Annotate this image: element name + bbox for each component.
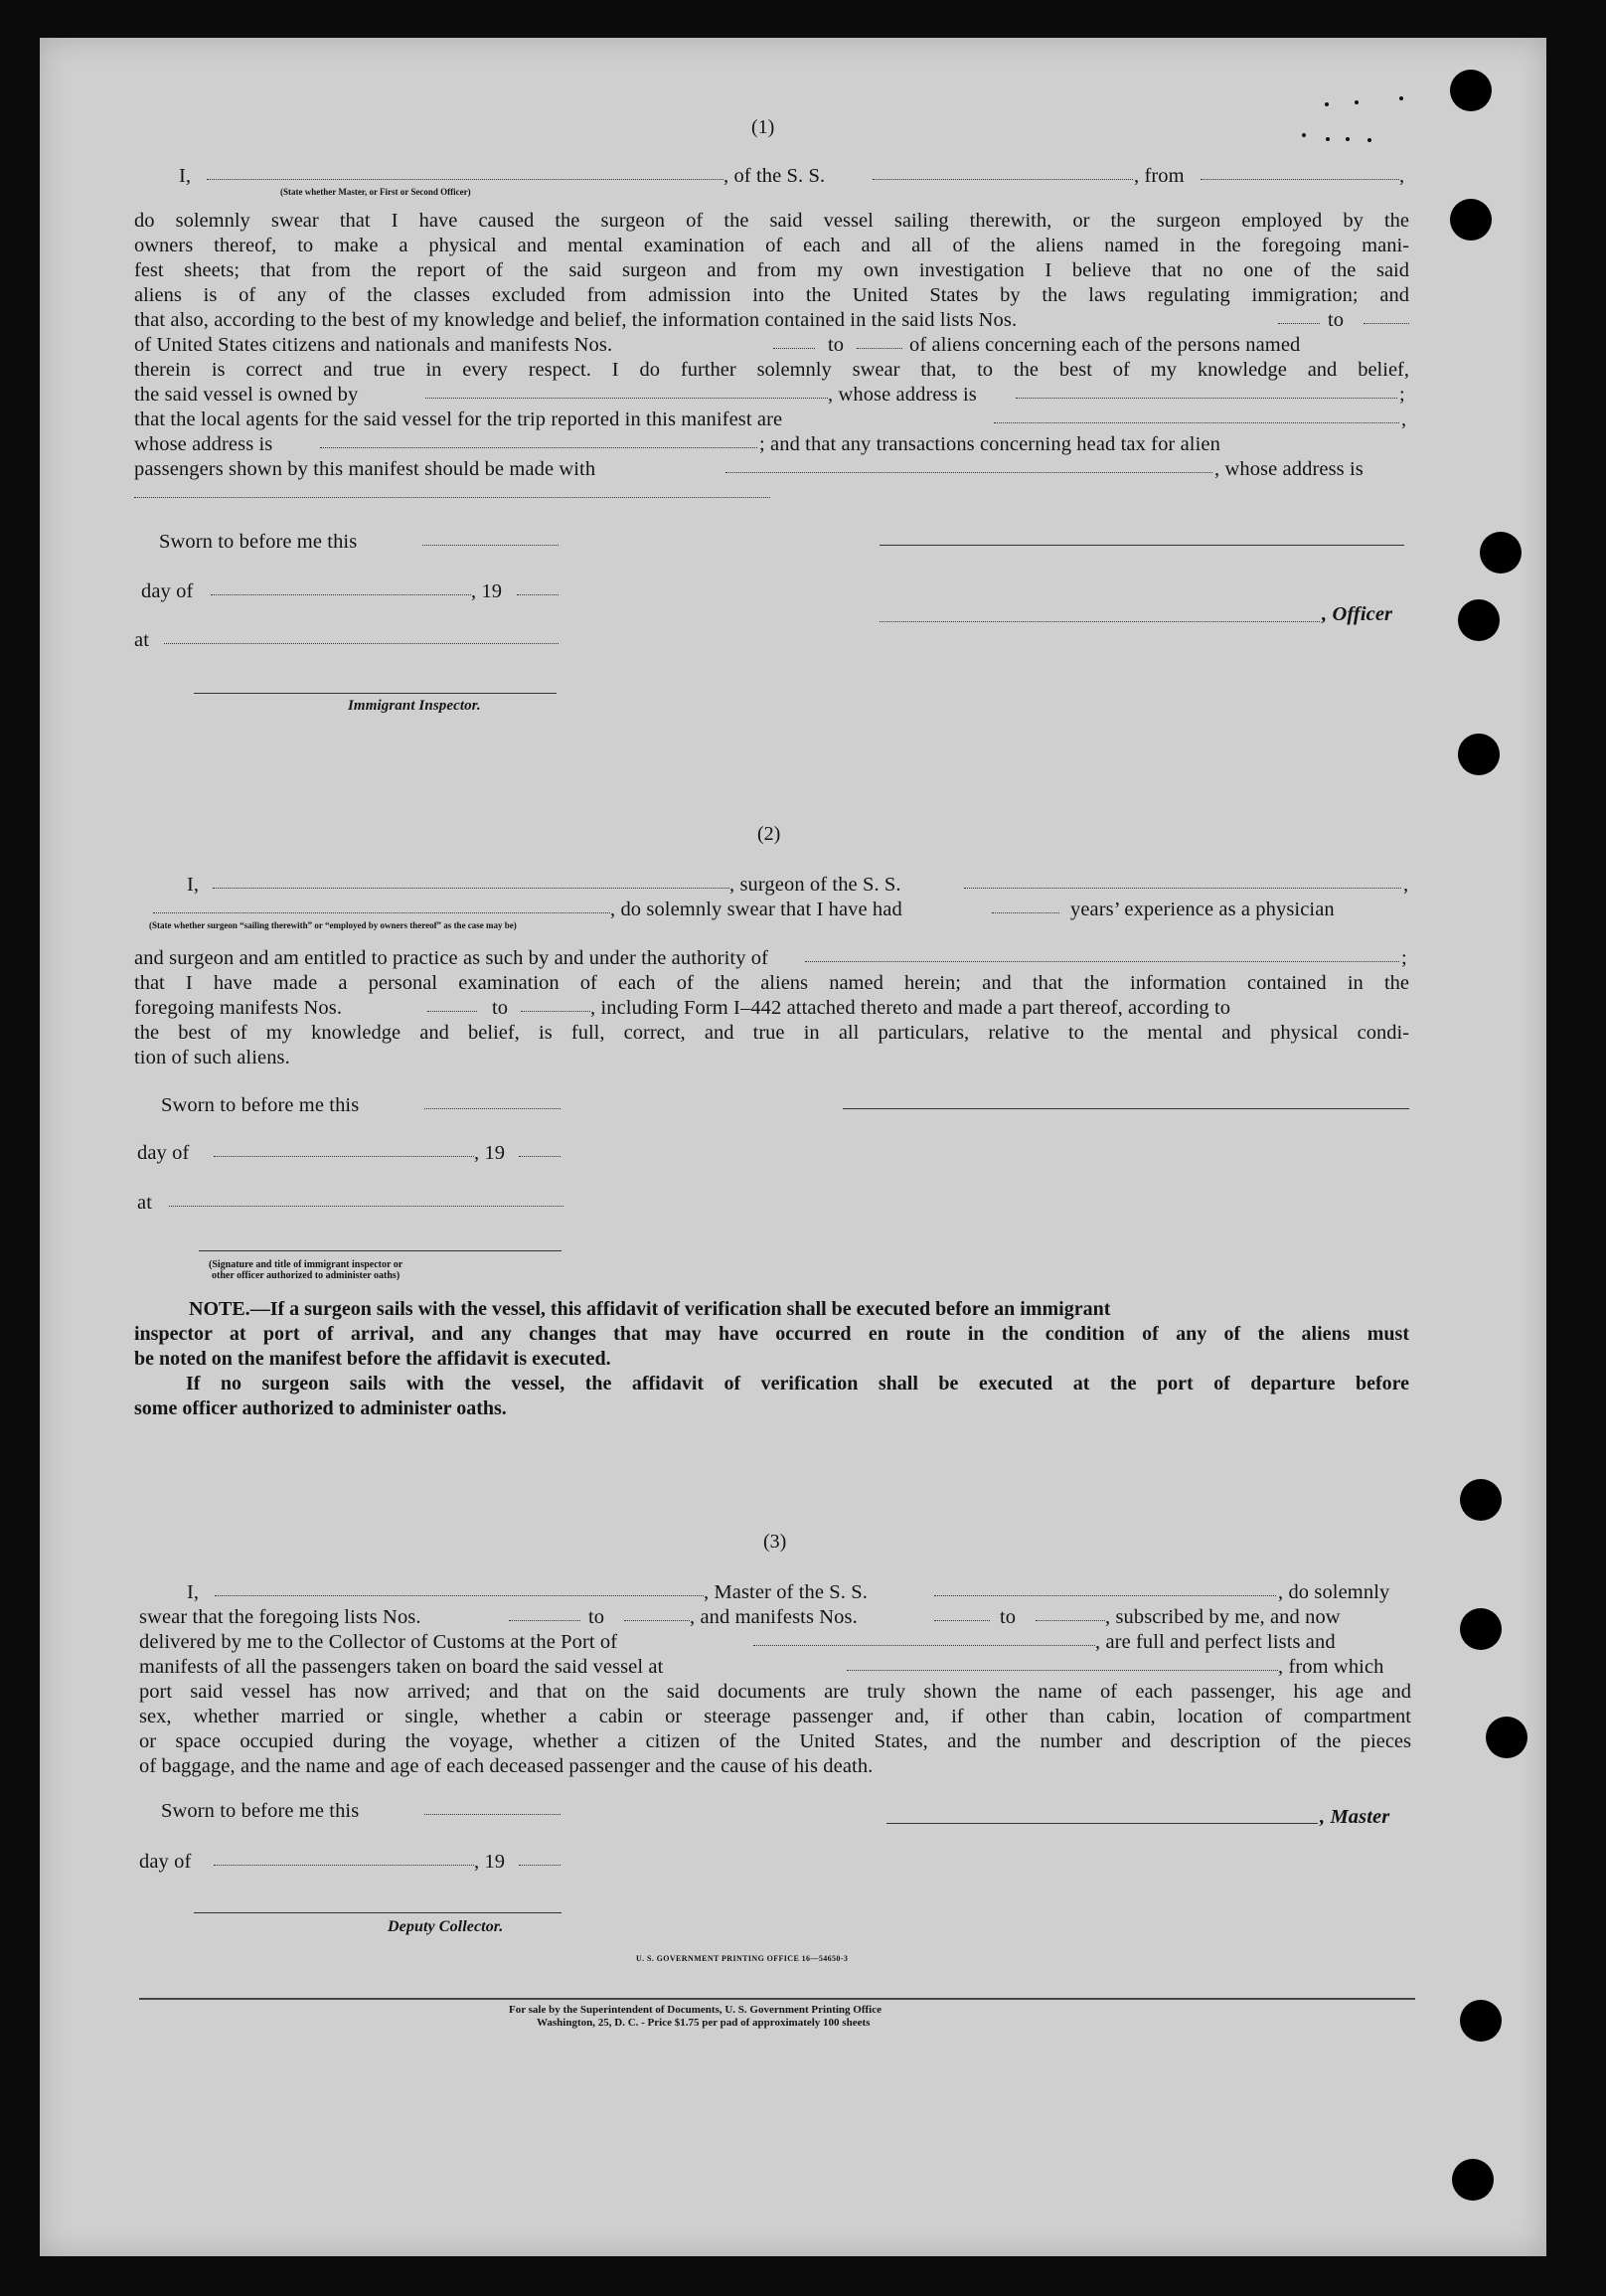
surgeon-name-field[interactable]	[213, 888, 729, 889]
s3-manifests-label: , and manifests Nos.	[690, 1606, 858, 1628]
s2-year-label: , 19	[474, 1142, 506, 1164]
speck	[1325, 102, 1329, 106]
section-3-heading: (3)	[763, 1531, 787, 1553]
s2-signature-caption-line-1: (Signature and title of immigrant inspector or	[209, 1259, 403, 1270]
note-line-1	[134, 1299, 1409, 1319]
s3-boarded-label: manifests of all the passengers taken on board the said vessel at	[139, 1656, 664, 1678]
s1-year-label: , 19	[471, 580, 503, 602]
arrival-port-field[interactable]	[753, 1645, 1095, 1646]
s2-i-label: I,	[187, 874, 200, 896]
s3-manifests-from-field[interactable]	[934, 1620, 990, 1621]
s3-year-label: , 19	[474, 1851, 506, 1873]
s2-inspector-signature-line[interactable]	[199, 1250, 562, 1251]
sale-notice-line-1: For sale by the Superintendent of Documents, U. S. Government Printing Office	[509, 2004, 882, 2016]
s1-sworn-day-field[interactable]	[422, 545, 559, 546]
s1-manifests-from-field[interactable]	[773, 348, 815, 349]
punch-hole	[1460, 1479, 1502, 1521]
punch-hole	[1486, 1717, 1527, 1758]
s1-at-place-field[interactable]	[164, 643, 559, 644]
punch-hole	[1460, 2000, 1502, 2042]
s1-officer-subcaption: (State whether Master, or First or Second Officer)	[280, 187, 471, 197]
s1-semicolon: ;	[1399, 384, 1405, 406]
s3-para-line-6: sex, whether married or single, whether a cabin or steerage passenger and, if other than cabin, location of compartment	[139, 1706, 1411, 1727]
s1-para-line-6b: of aliens concerning each of the persons named	[909, 334, 1301, 356]
deputy-collector-caption: Deputy Collector.	[388, 1918, 504, 1935]
s2-years-exp-text: years’ experience as a physician	[1070, 899, 1335, 920]
s3-manifests-to-field[interactable]	[1036, 1620, 1105, 1621]
owner-address-field[interactable]	[1016, 398, 1397, 399]
s1-year-field[interactable]	[517, 594, 559, 595]
s3-vessel-name-field[interactable]	[934, 1595, 1276, 1596]
s2-at-label: at	[137, 1192, 152, 1214]
practice-authority-field[interactable]	[805, 961, 1399, 962]
s1-month-field[interactable]	[211, 594, 471, 595]
s1-para-line-6: of United States citizens and nationals and manifests Nos.	[134, 334, 613, 356]
s2-manifests-label: foregoing manifests Nos.	[134, 997, 343, 1019]
officer-caption: , Officer	[1322, 603, 1393, 625]
s1-at-label: at	[134, 629, 149, 651]
s2-manifests-from-field[interactable]	[427, 1011, 477, 1012]
s2-authority-label: and surgeon and am entitled to practice as such by and under the authority of	[134, 947, 769, 969]
master-name-field[interactable]	[215, 1595, 704, 1596]
s1-sworn-label: Sworn to before me this	[159, 531, 358, 553]
s2-at-place-field[interactable]	[169, 1206, 563, 1207]
s2-to: to	[492, 997, 509, 1019]
speck	[1346, 137, 1350, 141]
deputy-collector-signature-line[interactable]	[194, 1912, 562, 1913]
s2-comma: ,	[1403, 874, 1409, 896]
immigrant-inspector-caption: Immigrant Inspector.	[348, 698, 481, 714]
s1-contact-address-label: , whose address is	[1214, 458, 1364, 480]
s3-day-of-label: day of	[139, 1851, 192, 1873]
agents-address-field[interactable]	[320, 447, 757, 448]
s2-manifests-to-field[interactable]	[521, 1011, 590, 1012]
inspector-signature-line[interactable]	[194, 693, 557, 694]
s1-head-tax-contact-label: passengers shown by this manifest should be made with	[134, 458, 596, 480]
speck	[1302, 133, 1306, 137]
s3-swear-label: , do solemnly	[1278, 1581, 1390, 1603]
punch-hole	[1458, 734, 1500, 775]
speck	[1399, 96, 1403, 100]
s2-swear-text: , do solemnly swear that I have had	[610, 899, 902, 920]
s1-from-label: , from	[1134, 165, 1185, 187]
s3-master-of-label: , Master of the S. S.	[704, 1581, 868, 1603]
s1-agents-address-label: whose address is	[134, 433, 273, 455]
officer-signature-field[interactable]	[880, 621, 1320, 622]
officer-name-field[interactable]	[207, 179, 723, 180]
s1-para-line-2: owners thereof, to make a physical and mental examination of each and all of the aliens named in the foregoing mani-	[134, 235, 1409, 256]
s3-lists-from-field[interactable]	[509, 1620, 580, 1621]
s1-to-1: to	[1328, 309, 1345, 331]
note-line-5: some officer authorized to administer oaths.	[134, 1397, 507, 1419]
s1-owned-by-label: the said vessel is owned by	[134, 384, 359, 406]
s1-to-2: to	[828, 334, 845, 356]
note-label: NOTE.	[189, 1298, 250, 1320]
s3-to-2: to	[1000, 1606, 1017, 1628]
punch-hole	[1450, 70, 1492, 111]
s1-head-tax-text: ; and that any transactions concerning head tax for alien	[759, 433, 1220, 455]
vessel-owner-field[interactable]	[425, 398, 828, 399]
punch-hole	[1450, 199, 1492, 241]
s1-comma-2: ,	[1401, 409, 1407, 430]
s1-from-port-field[interactable]	[1201, 179, 1399, 180]
s3-lists-to-field[interactable]	[624, 1620, 690, 1621]
s3-to-1: to	[588, 1606, 605, 1628]
s2-para-line-2: that I have made a personal examination of each of the aliens named herein; and that the information contained in the	[134, 972, 1409, 994]
section-1-heading: (1)	[751, 116, 775, 138]
s3-month-field[interactable]	[214, 1865, 474, 1866]
s2-month-field[interactable]	[214, 1156, 474, 1157]
note-line-4: If no surgeon sails with the vessel, the affidavit of verification shall be executed at the port of departure before	[186, 1373, 1409, 1394]
s2-surgeon-of-label: , surgeon of the S. S.	[729, 874, 901, 896]
s1-para-line-1: do solemnly swear that I have caused the surgeon of the said vessel sailing therewith, or the surgeon employed by the	[134, 210, 1409, 232]
sale-notice-line-2: Washington, 25, D. C. - Price $1.75 per pad of approximately 100 sheets	[537, 2017, 871, 2029]
s3-para-line-5: port said vessel has now arrived; and that on the said documents are truly shown the name of each passenger, his age and	[139, 1681, 1411, 1703]
s3-sworn-label: Sworn to before me this	[161, 1800, 360, 1822]
s3-para-line-7: or space occupied during the voyage, whether a citizen of the United States, and the number and description of the pieces	[139, 1730, 1411, 1752]
s3-para-line-8: of baggage, and the name and age of each deceased passenger and the cause of his death.	[139, 1755, 874, 1777]
speck	[1367, 138, 1371, 142]
boarding-port-field[interactable]	[847, 1670, 1278, 1671]
s2-day-of-label: day of	[137, 1142, 190, 1164]
s2-signature-caption-line-2: other officer authorized to administer oaths)	[212, 1270, 401, 1281]
surgeon-status-field[interactable]	[153, 912, 610, 913]
s3-year-field[interactable]	[519, 1865, 561, 1866]
s2-form-text: , including Form I–442 attached thereto and made a part thereof, according to	[590, 997, 1231, 1019]
footer-rule	[139, 1998, 1415, 2000]
master-signature-line[interactable]	[886, 1823, 1318, 1824]
punch-hole	[1480, 532, 1522, 574]
local-agents-field[interactable]	[994, 422, 1399, 423]
s1-para-line-5: that also, according to the best of my knowledge and belief, the information contained in the said lists Nos.	[134, 309, 1018, 331]
speck	[1326, 137, 1330, 141]
s1-manifests-to-field[interactable]	[857, 348, 902, 349]
s1-para-line-4: aliens is of any of the classes excluded from admission into the United States by the laws regulating immigration; and	[134, 284, 1409, 306]
section-2-heading: (2)	[757, 823, 781, 845]
s2-year-field[interactable]	[519, 1156, 561, 1157]
s1-lists-from-field[interactable]	[1278, 323, 1320, 324]
s3-from-which-label: , from which	[1278, 1656, 1384, 1678]
s3-port-label: delivered by me to the Collector of Customs at the Port of	[139, 1631, 618, 1653]
note-line-1-text: —If a surgeon sails with the vessel, this affidavit of verification shall be executed before an immigrant	[249, 1298, 1111, 1320]
s2-sworn-day-field[interactable]	[424, 1108, 561, 1109]
punch-hole	[1458, 599, 1500, 641]
s1-of-ss-label: , of the S. S.	[723, 165, 826, 187]
years-experience-field[interactable]	[992, 912, 1059, 913]
s1-para-line-7: therein is correct and true in every respect. I do further solemnly swear that, to the best of my knowledge and belief,	[134, 359, 1409, 381]
s1-vessel-name-field[interactable]	[873, 179, 1133, 180]
s1-owner-address-label: , whose address is	[828, 384, 977, 406]
s2-para-line-4: the best of my knowledge and belief, is full, correct, and true in all particulars, relative to the mental and physical condi-	[134, 1022, 1409, 1044]
s3-subscribed-label: , subscribed by me, and now	[1105, 1606, 1341, 1628]
speck	[1355, 100, 1359, 104]
s1-signature-line[interactable]	[880, 545, 1404, 546]
s2-para-line-5: tion of such aliens.	[134, 1047, 290, 1068]
s2-sworn-label: Sworn to before me this	[161, 1094, 360, 1116]
master-caption: , Master	[1320, 1806, 1390, 1828]
s2-signature-line[interactable]	[843, 1108, 1409, 1109]
s1-day-of-label: day of	[141, 580, 194, 602]
s3-perfect-lists-label: , are full and perfect lists and	[1095, 1631, 1336, 1653]
s2-vessel-name-field[interactable]	[964, 888, 1401, 889]
s1-local-agents-label: that the local agents for the said vessel for the trip reported in this manifest are	[134, 409, 783, 430]
contact-address-field[interactable]	[134, 497, 770, 498]
s3-i-label: I,	[187, 1581, 200, 1603]
note-line-3: be noted on the manifest before the affidavit is executed.	[134, 1348, 611, 1370]
gpo-imprint: U. S. GOVERNMENT PRINTING OFFICE 16—54650-3	[636, 1954, 849, 1963]
s1-comma: ,	[1399, 165, 1405, 187]
s1-para-line-3: fest sheets; that from the report of the said surgeon and from my own investigation I believe that no one of the said	[134, 259, 1409, 281]
s2-semicolon: ;	[1401, 947, 1407, 969]
s2-signature-caption	[209, 1259, 402, 1281]
punch-hole	[1452, 2159, 1494, 2201]
s3-sworn-day-field[interactable]	[424, 1814, 561, 1815]
s1-lists-to-field[interactable]	[1364, 323, 1409, 324]
s3-lists-label: swear that the foregoing lists Nos.	[139, 1606, 421, 1628]
s2-surgeon-subcaption: (State whether surgeon “sailing therewith” or “employed by owners thereof” as the case may be)	[149, 920, 517, 930]
s1-i-label: I,	[179, 165, 192, 187]
note-line-2: inspector at port of arrival, and any changes that may have occurred en route in the condition of any of the aliens must	[134, 1323, 1409, 1345]
head-tax-contact-field[interactable]	[725, 472, 1212, 473]
punch-hole	[1460, 1608, 1502, 1650]
